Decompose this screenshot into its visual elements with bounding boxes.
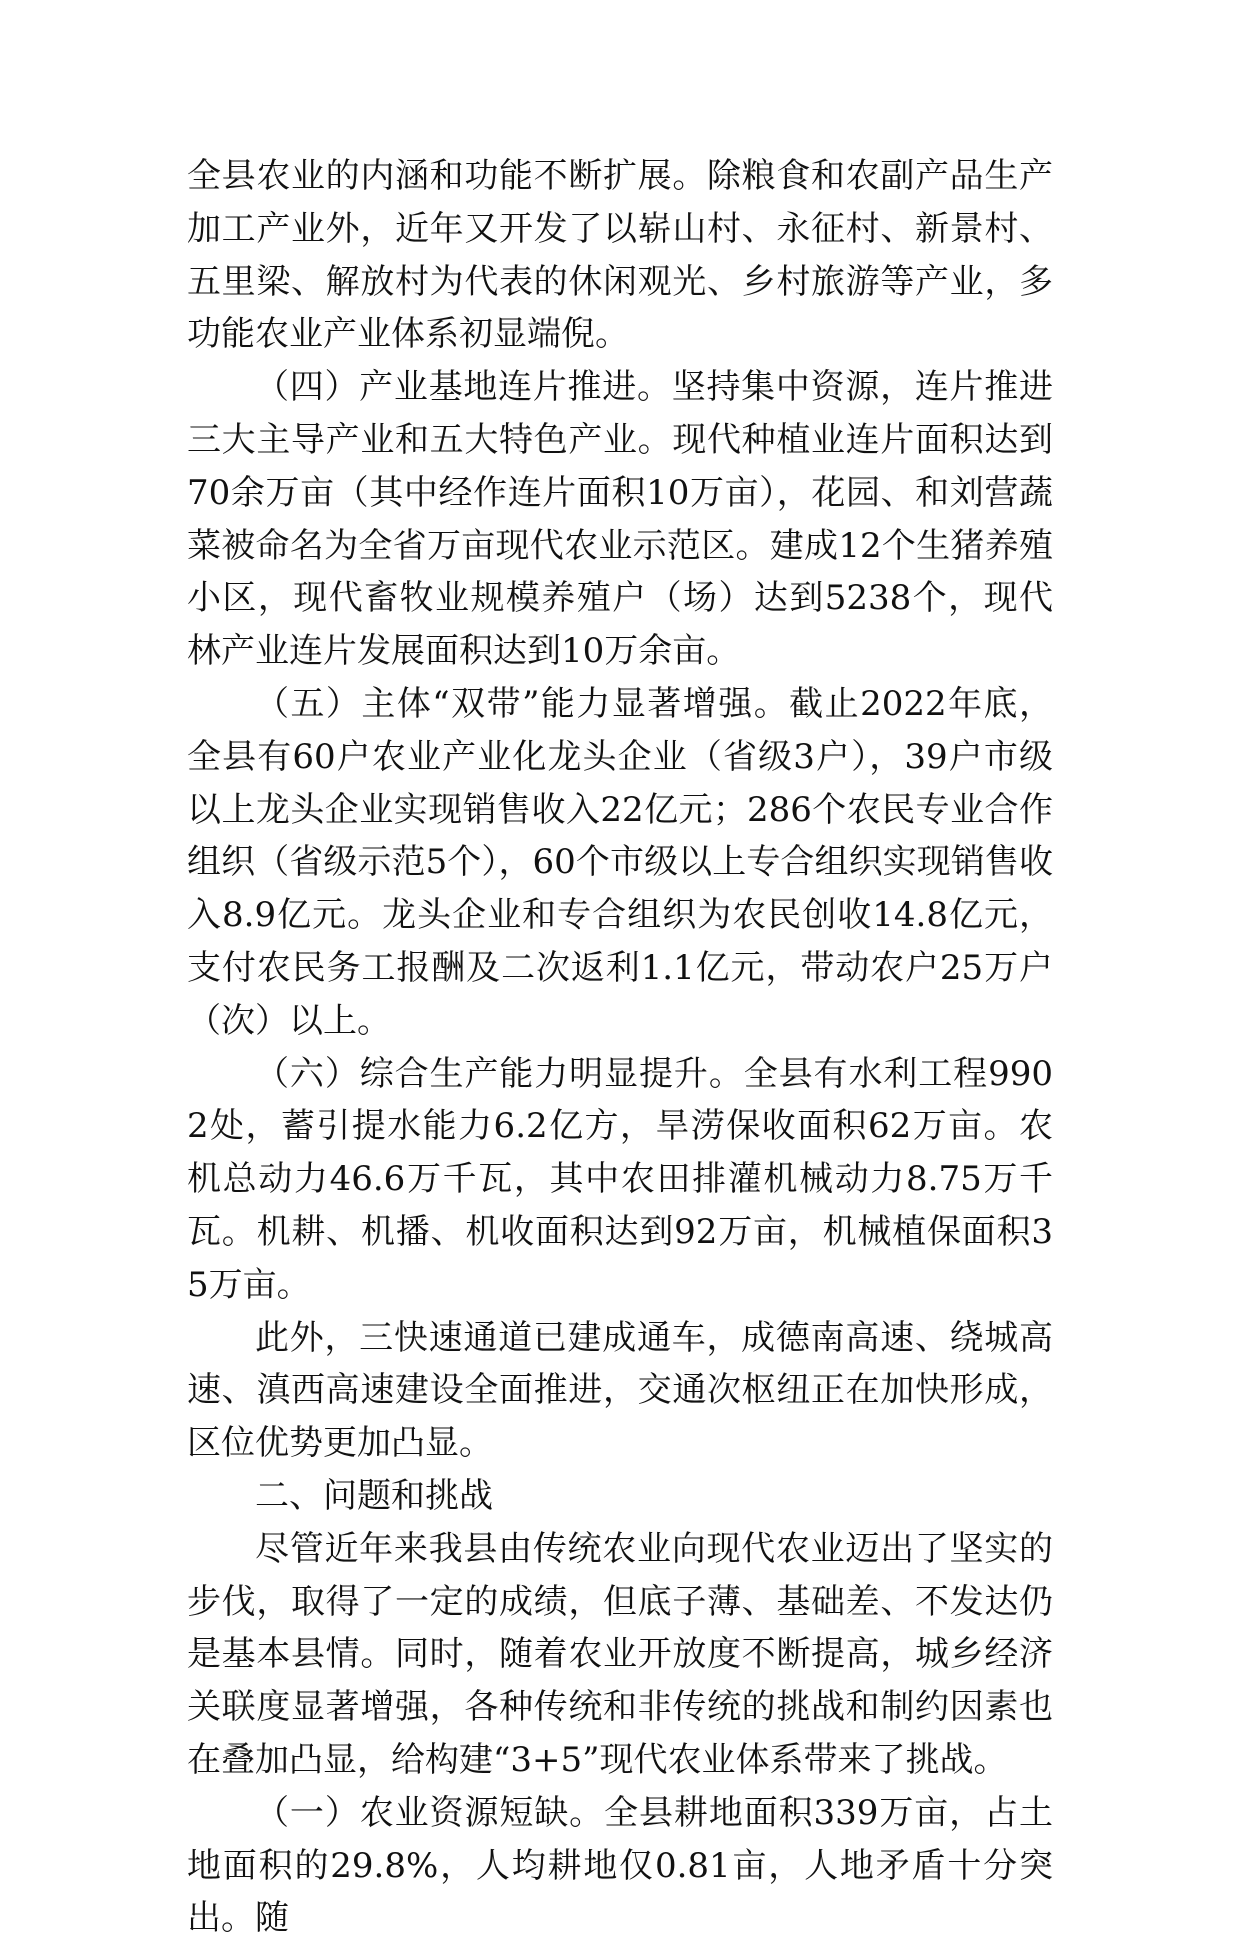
paragraph-section-4: （四）产业基地连片推进。坚持集中资源，连片推进三大主导产业和五大特色产业。现代种植业连片面积达到70余万亩（其中经作连片面积10万亩），花园、和刘营蔬菜被命名为全省万亩现代农业示范区。建成12个生猪养殖小区，现代畜牧业规模养殖户（场）达到5238个，现代林产业连片发展面积达到10万余亩。 bbox=[187, 367, 1053, 672]
section-heading-problems: 二、问题和挑战 bbox=[255, 1475, 493, 1516]
paragraph-additional: 此外，三快速通道已建成通车，成德南高速、绕城高速、滇西高速建设全面推进，交通次枢纽正在加快形成，区位优势更加凸显。 bbox=[187, 1317, 1053, 1464]
paragraph-section-6: （六）综合生产能力明显提升。全县有水利工程9902处，蓄引提水能力6.2亿方，旱涝保收面积62万亩。农机总动力46.6万千瓦，其中农田排灌机械动力8.75万千瓦。机耕、机播、机收面积达到92万亩，机械植保面积35万亩。 bbox=[187, 1053, 1053, 1305]
paragraph-continuation: 全县农业的内涵和功能不断扩展。除粮食和农副产品生产加工产业外，近年又开发了以崭山村、永征村、新景村、五里梁、解放村为代表的休闲观光、乡村旅游等产业，多功能农业产业体系初显端倪。 bbox=[187, 156, 1053, 355]
paragraph-challenges-intro: 尽管近年来我县由传统农业向现代农业迈出了坚实的步伐，取得了一定的成绩，但底子薄、基础差、不发达仍是基本县情。同时，随着农业开放度不断提高，城乡经济关联度显著增强，各种传统和非传统的挑战和制约因素也在叠加凸显，给构建“3+5”现代农业体系带来了挑战。 bbox=[187, 1528, 1053, 1780]
document-page bbox=[187, 150, 1053, 1945]
paragraph-challenge-1: （一）农业资源短缺。全县耕地面积339万亩，占土地面积的29.8%，人均耕地仅0.81亩，人地矛盾十分突出。随 bbox=[187, 1792, 1053, 1939]
paragraph-section-5: （五）主体“双带”能力显著增强。截止2022年底，全县有60户农业产业化龙头企业（省级3户），39户市级以上龙头企业实现销售收入22亿元；286个农民专业合作组织（省级示范5个），60个市级以上专合组织实现销售收入8.9亿元。龙头企业和专合组织为农民创收14.8亿元，支付农民务工报酬及二次返利1.1亿元，带动农户25万户（次）以上。 bbox=[187, 683, 1053, 1041]
